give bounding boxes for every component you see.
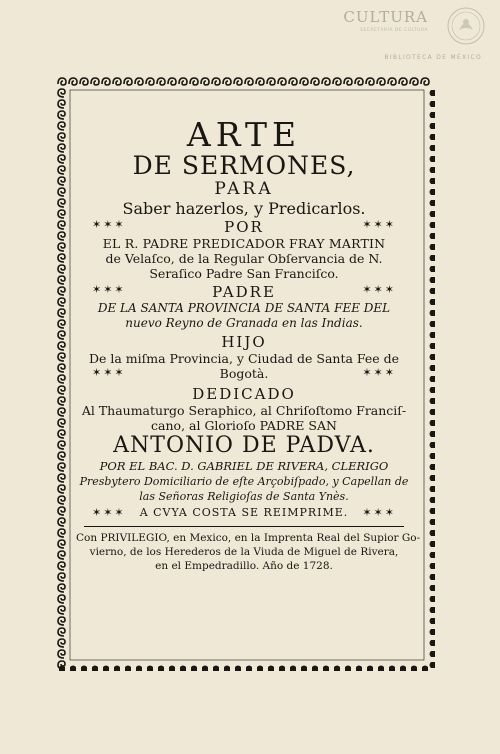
fleuron-ornament (58, 441, 65, 449)
fleuron-ornament (430, 629, 436, 635)
fleuron-ornament (290, 666, 296, 672)
fleuron-ornament (58, 551, 65, 559)
fleuron-ornament (300, 78, 308, 85)
fleuron-ornament (58, 122, 65, 130)
imprint-line-3: en el Empedradillo. Año de 1728. (155, 560, 333, 572)
por-heading: POR (224, 218, 264, 236)
fleuron-ornament (366, 78, 374, 85)
fleuron-ornament (58, 386, 65, 394)
fleuron-ornament (430, 442, 436, 448)
fleuron-ornament (430, 277, 436, 283)
fleuron-ornament (58, 298, 65, 306)
fleuron-ornament (125, 666, 131, 672)
fleuron-ornament (58, 562, 65, 570)
fleuron-ornament (430, 299, 436, 305)
fleuron-ornament (58, 177, 65, 185)
fleuron-ornament (400, 666, 406, 672)
fleuron-ornament (81, 666, 87, 672)
fleuron-ornament (58, 529, 65, 537)
fleuron-ornament (245, 78, 253, 85)
fleuron-ornament (169, 666, 175, 672)
fleuron-ornament (311, 78, 319, 85)
fleuron-ornament (58, 221, 65, 229)
fleuron-ornament (70, 666, 76, 672)
title-para: PARA (214, 179, 274, 199)
padre-heading: PADRE (212, 283, 276, 301)
fleuron-ornament (312, 666, 318, 672)
fleuron-ornament (430, 618, 436, 624)
fleuron-ornament (430, 398, 436, 404)
fleuron-ornament (430, 222, 436, 228)
fleuron-ornament (113, 78, 121, 85)
hijo-line-2: Bogotà. (219, 366, 269, 381)
fleuron-ornament (430, 354, 436, 360)
fleuron-ornament (430, 376, 436, 382)
fleuron-ornament (58, 595, 65, 603)
fleuron-ornament (58, 254, 65, 262)
fleuron-ornament (114, 666, 120, 672)
fleuron-ornament (430, 552, 436, 558)
fleuron-ornament (430, 574, 436, 580)
editor-line-3: las Señoras Religioſas de Santa Ynès. (139, 490, 349, 503)
fleuron-ornament (430, 211, 436, 217)
fleuron-ornament (91, 78, 99, 85)
fleuron-ornament (58, 584, 65, 592)
fleuron-ornament (268, 666, 274, 672)
fleuron-ornament (430, 156, 436, 162)
title-arte: ARTE (186, 115, 302, 154)
fleuron-ornament (58, 408, 65, 416)
imprint-line-1: Con PRIVILEGIO, en Mexico, en la Imprenta Real del Supior Go- (76, 532, 421, 544)
fleuron-ornament (58, 639, 65, 647)
fleuron-ornament (58, 474, 65, 482)
fleuron-ornament (58, 199, 65, 207)
star-ornament-left: ✶✶✶ (92, 506, 126, 519)
fleuron-ornament (422, 666, 428, 672)
fleuron-ornament (399, 78, 407, 85)
fleuron-ornament (58, 232, 65, 240)
fleuron-ornament (146, 78, 154, 85)
fleuron-ornament (180, 666, 186, 672)
fleuron-ornament (430, 585, 436, 591)
author-line-3: Seraſico Padre San Franciſco. (149, 266, 339, 281)
fleuron-ornament (168, 78, 176, 85)
star-ornament-right: ✶✶✶ (362, 366, 396, 379)
fleuron-ornament (430, 200, 436, 206)
fleuron-ornament (58, 188, 65, 196)
fleuron-ornament (58, 496, 65, 504)
fleuron-ornament (430, 365, 436, 371)
fleuron-ornament (334, 666, 340, 672)
hijo-line-1: De la miſma Provincia, y Ciudad de Santa Fee de (88, 351, 400, 366)
fleuron-ornament (430, 134, 436, 140)
fleuron-ornament (58, 650, 65, 658)
title-de-sermones: DE SERMONES, (132, 151, 356, 180)
fleuron-ornament (234, 78, 242, 85)
fleuron-ornament (58, 573, 65, 581)
star-ornament-right: ✶✶✶ (362, 218, 396, 231)
fleuron-ornament (58, 540, 65, 548)
fleuron-ornament (224, 666, 230, 672)
fleuron-ornament (430, 266, 436, 272)
watermark-subtitle: SECRETARÍA DE CULTURA (360, 28, 428, 33)
author-line-2: de Velaſco, de la Regular Obſervancia de N. (105, 251, 383, 266)
fleuron-ornament (421, 78, 429, 85)
dedication-line-2: cano, al Glorioſo PADRE SAN (151, 418, 337, 433)
fleuron-ornament (430, 530, 436, 536)
fleuron-ornament (430, 178, 436, 184)
fleuron-ornament (430, 233, 436, 239)
reprint-row (76, 506, 412, 520)
fleuron-ornament (158, 666, 164, 672)
fleuron-ornament (58, 166, 65, 174)
fleuron-ornament (430, 662, 436, 668)
hijo-line-2-row (76, 366, 412, 381)
editor-line-1: POR EL BAC. D. GABRIEL DE RIVERA, CLERIGO (99, 459, 389, 473)
editor-line-2: Presbytero Domiciliario de eſte Arçobiſpado, y Capellan de (79, 475, 409, 488)
fleuron-ornament (256, 78, 264, 85)
fleuron-ornament (157, 78, 165, 85)
fleuron-ornament (322, 78, 330, 85)
fleuron-ornament (58, 364, 65, 372)
fleuron-ornament (212, 78, 220, 85)
fleuron-ornament (430, 563, 436, 569)
fleuron-ornament (430, 541, 436, 547)
fleuron-ornament (430, 497, 436, 503)
fleuron-ornament (430, 431, 436, 437)
fleuron-ornament (430, 244, 436, 250)
fleuron-ornament (135, 78, 143, 85)
fleuron-ornament (430, 387, 436, 393)
fleuron-ornament (58, 430, 65, 438)
fleuron-ornament (58, 342, 65, 350)
star-ornament-left: ✶✶✶ (92, 218, 126, 231)
padre-row (76, 283, 412, 301)
star-ornament-right: ✶✶✶ (362, 283, 396, 296)
fleuron-ornament (355, 78, 363, 85)
dedication-saint: ANTONIO DE PADVA. (113, 433, 375, 458)
fleuron-ornament (58, 463, 65, 471)
fleuron-ornament (179, 78, 187, 85)
title-subtitle: Saber hazerlos, y Predicarlos. (122, 199, 366, 218)
fleuron-ornament (58, 89, 65, 97)
fleuron-ornament (58, 133, 65, 141)
fleuron-ornament (58, 397, 65, 405)
fleuron-ornament (430, 145, 436, 151)
watermark-title: CULTURA (343, 8, 428, 26)
fleuron-ornament (58, 144, 65, 152)
fleuron-ornament (267, 78, 275, 85)
fleuron-ornament (58, 320, 65, 328)
fleuron-ornament (430, 310, 436, 316)
fleuron-ornament (430, 189, 436, 195)
fleuron-ornament (58, 265, 65, 273)
fleuron-ornament (430, 596, 436, 602)
fleuron-ornament (430, 607, 436, 613)
fleuron-ornament (430, 332, 436, 338)
fleuron-ornament (58, 452, 65, 460)
fleuron-ornament (190, 78, 198, 85)
fleuron-ornament (430, 343, 436, 349)
fleuron-ornament (58, 628, 65, 636)
fleuron-ornament (430, 288, 436, 294)
fleuron-ornament (344, 78, 352, 85)
fleuron-ornament (58, 606, 65, 614)
fleuron-ornament (136, 666, 142, 672)
fleuron-ornament (301, 666, 307, 672)
dedication-line-1: Al Thaumaturgo Seraphico, al Chriſoſtomo Franciſ- (81, 403, 407, 418)
fleuron-ornament (333, 78, 341, 85)
fleuron-ornament (430, 420, 436, 426)
fleuron-ornament (58, 353, 65, 361)
fleuron-ornament (430, 255, 436, 261)
reprint-note: A CVYA COSTA SE REIMPRIME. (139, 506, 349, 519)
fleuron-ornament (289, 78, 297, 85)
dedicado-heading: DEDICADO (192, 385, 296, 403)
star-ornament-left: ✶✶✶ (92, 366, 126, 379)
fleuron-ornament (367, 666, 373, 672)
fleuron-ornament (58, 518, 65, 526)
fleuron-ornament (69, 78, 77, 85)
fleuron-ornament (389, 666, 395, 672)
fleuron-ornament (377, 78, 385, 85)
fleuron-ornament (58, 78, 66, 85)
fleuron-ornament (356, 666, 362, 672)
fleuron-ornament (58, 111, 65, 119)
fleuron-ornament (430, 486, 436, 492)
fleuron-ornament (58, 100, 65, 108)
fleuron-ornament (345, 666, 351, 672)
fleuron-ornament (430, 651, 436, 657)
fleuron-ornament (430, 321, 436, 327)
title-block (76, 105, 421, 573)
fleuron-ornament (246, 666, 252, 672)
fleuron-ornament (430, 167, 436, 173)
star-ornament-right: ✶✶✶ (362, 506, 396, 519)
fleuron-ornament (58, 309, 65, 317)
fleuron-ornament (378, 666, 384, 672)
fleuron-ornament (58, 485, 65, 493)
fleuron-ornament (388, 78, 396, 85)
imprint-rule (84, 526, 404, 527)
fleuron-ornament (278, 78, 286, 85)
fleuron-ornament (191, 666, 197, 672)
fleuron-ornament (430, 409, 436, 415)
fleuron-ornament (410, 78, 418, 85)
fleuron-ornament (58, 210, 65, 218)
watermark-library: BIBLIOTECA DE MÉXICO (384, 54, 482, 61)
fleuron-ornament (430, 453, 436, 459)
fleuron-ornament (323, 666, 329, 672)
fleuron-ornament (430, 475, 436, 481)
fleuron-ornament (430, 464, 436, 470)
fleuron-ornament (92, 666, 98, 672)
fleuron-ornament (58, 507, 65, 515)
fleuron-ornament (430, 112, 436, 118)
fleuron-ornament (58, 155, 65, 163)
fleuron-ornament (58, 276, 65, 284)
fleuron-ornament (58, 617, 65, 625)
fleuron-ornament (58, 243, 65, 251)
fleuron-ornament (430, 123, 436, 129)
fleuron-ornament (430, 519, 436, 525)
fleuron-ornament (80, 78, 88, 85)
fleuron-ornament (430, 640, 436, 646)
star-ornament-left: ✶✶✶ (92, 283, 126, 296)
fleuron-ornament (279, 666, 285, 672)
fleuron-ornament (102, 78, 110, 85)
fleuron-ornament (58, 375, 65, 383)
fleuron-ornament (103, 666, 109, 672)
padre-line-2: nuevo Reyno de Granada en las Indias. (125, 316, 363, 330)
por-row (76, 218, 412, 236)
fleuron-ornament (201, 78, 209, 85)
fleuron-ornament (58, 419, 65, 427)
fleuron-ornament (430, 90, 436, 96)
fleuron-ornament (430, 101, 436, 107)
fleuron-ornament (124, 78, 132, 85)
fleuron-ornament (58, 331, 65, 339)
fleuron-ornament (411, 666, 417, 672)
padre-line-1: DE LA SANTA PROVINCIA DE SANTA FEE DEL (97, 301, 391, 315)
hijo-heading: HIJO (221, 333, 267, 351)
fleuron-ornament (257, 666, 263, 672)
fleuron-ornament (213, 666, 219, 672)
fleuron-ornament (147, 666, 153, 672)
fleuron-ornament (223, 78, 231, 85)
imprint-line-2: vierno, de los Herederos de la Viuda de Miguel de Rivera, (89, 546, 399, 558)
fleuron-ornament (235, 666, 241, 672)
fleuron-ornament (430, 508, 436, 514)
fleuron-ornament (58, 287, 65, 295)
author-name: EL R. PADRE PREDICADOR FRAY MARTIN (102, 236, 386, 251)
fleuron-ornament (202, 666, 208, 672)
